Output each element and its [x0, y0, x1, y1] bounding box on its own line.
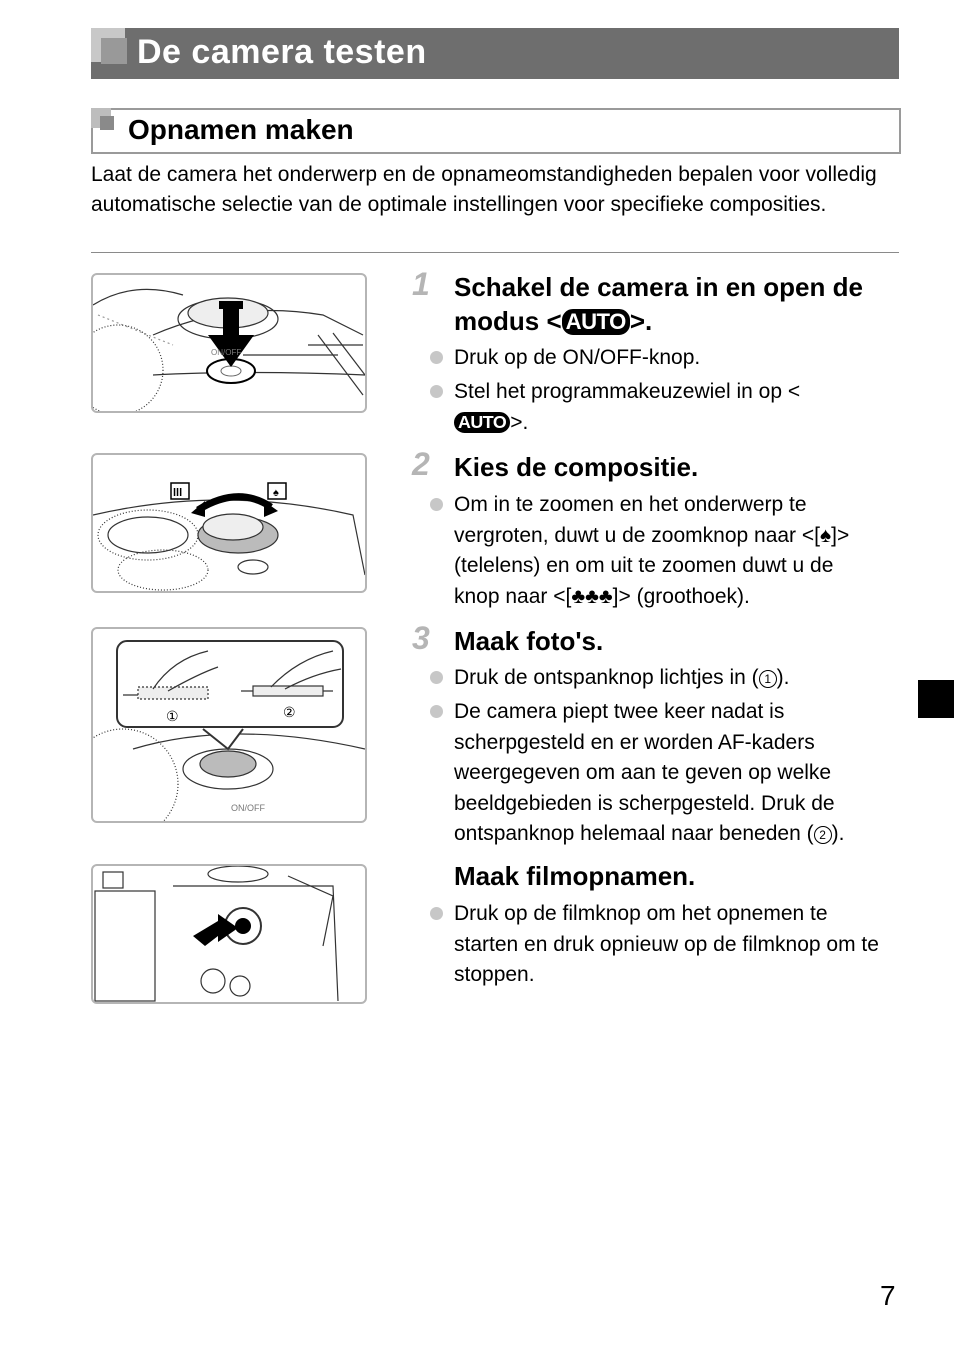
bullet-icon	[430, 351, 443, 364]
bullet-icon	[430, 907, 443, 920]
step-number: 2	[412, 446, 430, 482]
fig3-label-1: ①	[166, 708, 179, 724]
intro-paragraph: Laat de camera het onderwerp en de opnameomstandigheden bepalen voor volledig automatische selectie van de optimale instellingen voor specifieke composities.	[91, 163, 877, 216]
bullet-text: Stel het programmakeuzewiel in op <	[454, 380, 801, 403]
step-bullet: Om in te zoomen en het onderwerp te vergroten, duwt u de zoomknop naar <[♠]> (telelens) en om uit te zoomen duwt u de knop naar <[♣♣♣]> (groothoek).	[454, 493, 850, 608]
fig1-onoff-label: ON/OFF	[211, 348, 242, 357]
step-heading: Maak filmopnamen.	[454, 861, 696, 891]
svg-text:♠: ♠	[273, 487, 279, 499]
figure-shutter-button	[91, 627, 367, 823]
movie-button-illustration	[93, 866, 365, 1002]
circled-number-icon: 2	[814, 826, 832, 844]
step-bullet	[454, 663, 894, 694]
figure-movie-button	[91, 864, 367, 1004]
circled-number-icon: 1	[759, 670, 777, 688]
bullet-text: De camera piept twee keer nadat is scherpgesteld en er worden AF-kaders weergegeven om aan te geven op welke beeldgebieden is scherpgesteld. Druk de ontspanknop helemaal naar beneden (	[454, 700, 835, 845]
step-heading-text: Schakel de camera in en open de modus <	[454, 272, 863, 336]
figure-power-button	[91, 273, 367, 413]
step-bullet: Druk op de filmknop om het opnemen te starten en druk opnieuw op de filmknop om te stoppen.	[454, 902, 879, 986]
bullet-text-end: ).	[831, 822, 845, 845]
bullet-text: Druk de ontspanknop lichtjes in (	[454, 666, 759, 689]
page-title: De camera testen	[137, 33, 427, 71]
chapter-tab	[918, 680, 954, 718]
zoom-lever-illustration	[93, 455, 365, 591]
auto-mode-icon: AUTO	[454, 412, 510, 434]
step-heading: Kies de compositie.	[454, 452, 699, 482]
bullet-text-end: ).	[776, 666, 790, 689]
section-title: Opnamen maken	[128, 114, 354, 145]
divider	[91, 252, 899, 253]
page-number: 7	[880, 1280, 896, 1311]
step-heading: Maak foto's.	[454, 626, 604, 656]
bullet-icon	[430, 385, 443, 398]
fig3-onoff-label: ON/OFF	[231, 803, 265, 813]
svg-text:lll: lll	[173, 487, 183, 499]
step-bullet: Druk op de ON/OFF-knop.	[454, 346, 701, 369]
section-decor-square-inner	[100, 116, 114, 130]
bullet-icon	[430, 671, 443, 684]
auto-mode-icon: AUTO	[562, 309, 630, 335]
camera-top-illustration	[93, 275, 365, 411]
bullet-icon	[430, 705, 443, 718]
bullet-text-end: >.	[510, 410, 529, 434]
fig3-label-2: ②	[283, 704, 296, 720]
step-number: 1	[412, 266, 430, 302]
title-decor-square-inner	[101, 38, 127, 64]
shutter-illustration	[93, 629, 365, 821]
step-heading-text-end: >.	[629, 306, 653, 336]
step-bullet	[454, 697, 899, 850]
step-heading	[454, 270, 884, 338]
figure-zoom-lever	[91, 453, 367, 593]
bullet-icon	[430, 498, 443, 511]
step-number: 3	[412, 620, 430, 656]
step-bullet	[454, 377, 814, 438]
